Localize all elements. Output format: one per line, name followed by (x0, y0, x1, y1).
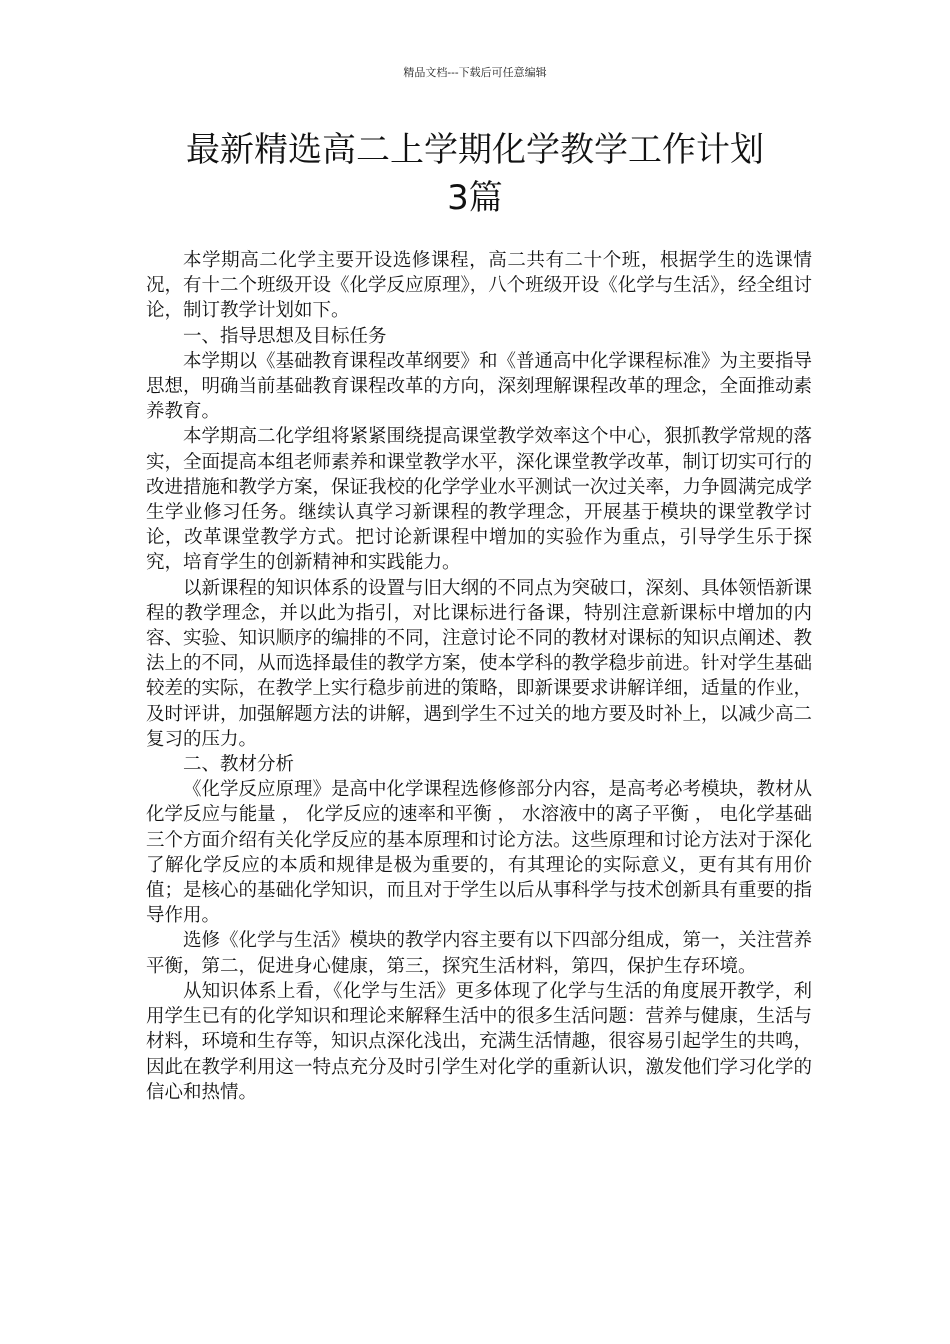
document-body (146, 248, 812, 1105)
paragraph: 选修《化学与生活》模块的教学内容主要有以下四部分组成，第一，关注营养平衡，第二，促进身心健康，第三，探究生活材料，第四，保护生存环境。 (146, 930, 813, 977)
paragraph: 本学期高二化学组将紧紧围绕提高课堂教学效率这个中心，狠抓教学常规的落实，全面提高本组老师素养和课堂教学水平，深化课堂教学改革，制订切实可行的改进措施和教学方案，保证我校的化学学业水平测试一次过关率，力争圆满完成学生学业修习任务。继续认真学习新课程的教学理念，开展基于模块的课堂教学讨论，改革课堂教学方式。把讨论新课程中增加的实验作为重点，引导学生乐于探究，培育学生的创新精神和实践能力。 (146, 426, 813, 574)
header-note: 精品文档---下载后可任意编辑 (403, 66, 547, 79)
paragraph: 《化学反应原理》是高中化学课程选修修部分内容，是高考必考模块，教材从 化学反应与能量 ， 化学反应的速率和平衡 ， 水溶液中的离子平衡 ， 电化学基础 三个方面介绍有关化学反应的基本原理和讨论方法。这些原理和讨论方法对于深化了解化学反应的本质和规律是极为重要的，有其理论的实际意义，更有其有用价值；是核心的基础化学知识，而且对于学生以后从事科学与技术创新具有重要的指导作用。 (146, 779, 813, 927)
title-line-1: 最新精选高二上学期化学教学工作计划 (186, 130, 764, 170)
document-title (100, 126, 850, 222)
section-heading-1: 一、指导思想及目标任务 (183, 325, 387, 347)
section-heading-2: 二、教材分析 (183, 754, 295, 776)
paragraph-intro: 本学期高二化学主要开设选修课程，高二共有二十个班，根据学生的选课情况，有十二个班级开设《化学反应原理》，八个班级开设《化学与生活》，经全组讨论，制订教学计划如下。 (146, 250, 813, 322)
paragraph: 本学期以《基础教育课程改革纲要》和《普通高中化学课程标准》为主要指导思想，明确当前基础教育课程改革的方向，深刻理解课程改革的理念，全面推动素养教育。 (146, 350, 813, 423)
paragraph: 以新课程的知识体系的设置与旧大纲的不同点为突破口，深刻、具体领悟新课程的教学理念，并以此为指引，对比课标进行备课，特别注意新课标中增加的内容、实验、知识顺序的编排的不同，注意讨论不同的教材对课标的知识点阐述、教法上的不同，从而选择最佳的教学方案，使本学科的教学稳步前进。针对学生基础较差的实际，在教学上实行稳步前进的策略，即新课要求讲解详细，适量的作业，及时评讲，加强解题方法的讲解，遇到学生不过关的地方要及时补上，以减少高二复习的压力。 (146, 577, 813, 750)
paragraph: 从知识体系上看，《化学与生活》更多体现了化学与生活的角度展开教学，利用学生已有的化学知识和理论来解释生活中的很多生活问题：营养与健康，生活与材料，环境和生存等，知识点深化浅出，充满生活情趣，很容易引起学生的共鸣，因此在教学利用这一特点充分及时引学生对化学的重新认识，激发他们学习化学的信心和热情。 (146, 980, 813, 1103)
title-line-2: 3篇 (447, 178, 503, 218)
